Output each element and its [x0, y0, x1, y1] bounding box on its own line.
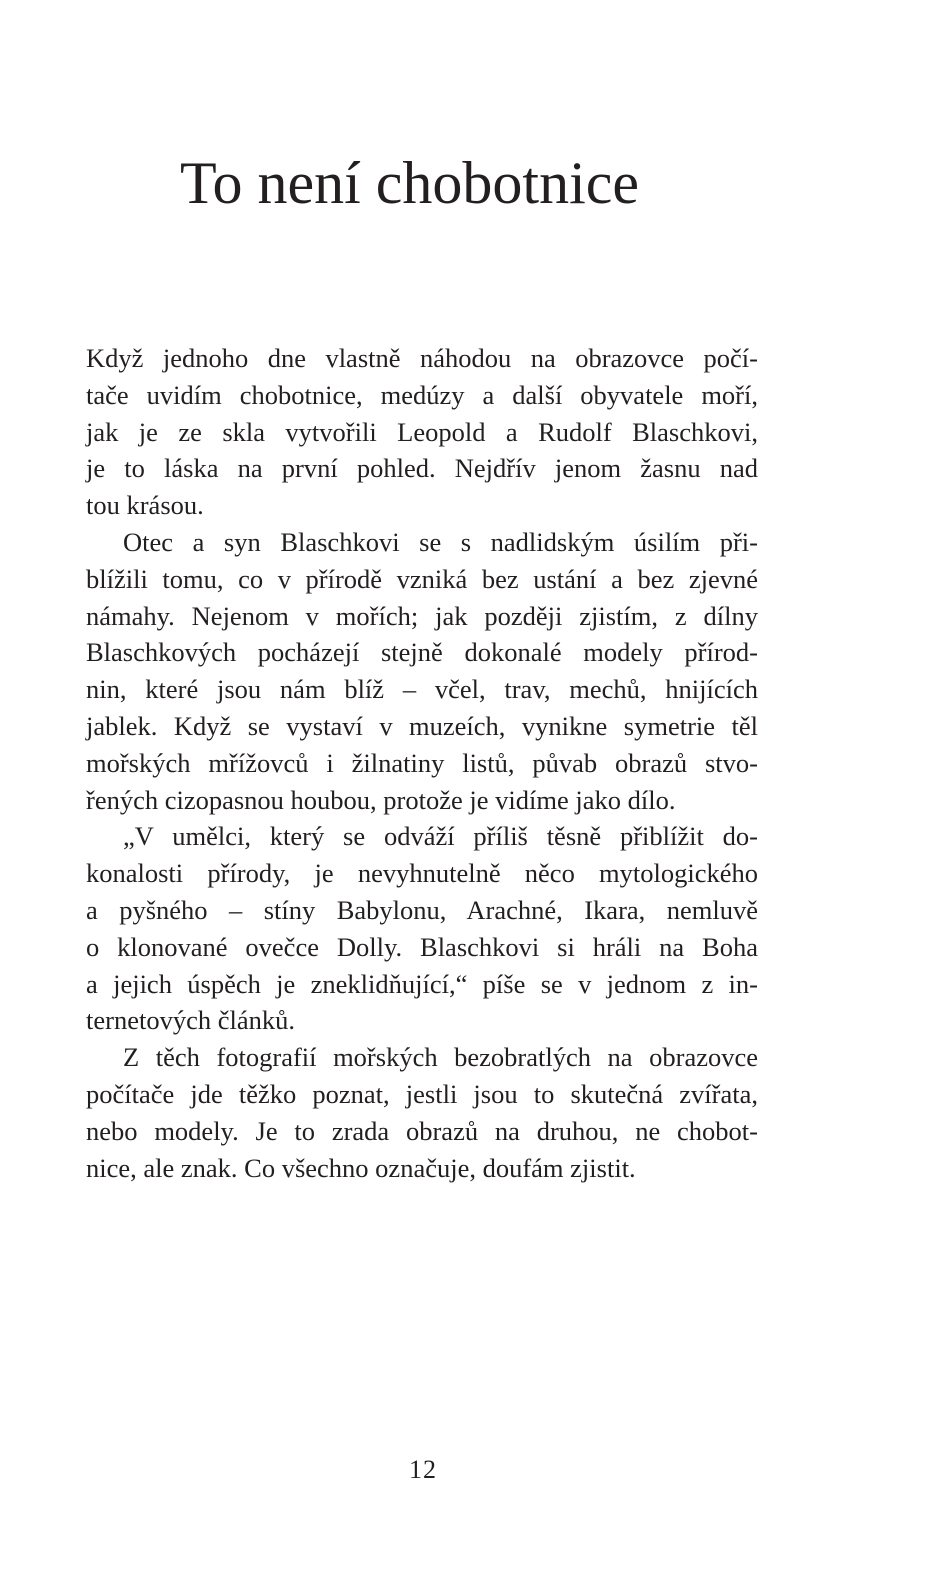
text-line: konalosti přírody, je nevyhnutelně něco mytologického — [86, 858, 758, 889]
paragraph-2 — [86, 524, 758, 818]
text-line: jablek. Když se vystaví v muzeích, vynikne symetrie těl — [86, 710, 758, 741]
text-line: ternetových článků. — [86, 1005, 295, 1036]
text-line: řených cizopasnou houbou, protože je vidíme jako dílo. — [86, 784, 676, 815]
paragraph-4 — [86, 1039, 758, 1186]
page-number: 12 — [409, 1455, 437, 1484]
text-line: nebo modely. Je to zrada obrazů na druhou, ne chobot- — [86, 1115, 758, 1146]
text-line: je to láska na první pohled. Nejdřív jenom žasnu nad — [86, 453, 758, 484]
text-line: počítače jde těžko poznat, jestli jsou to skutečná zvířata, — [86, 1078, 758, 1109]
text-line: o klonované ovečce Dolly. Blaschkovi si hráli na Boha — [86, 931, 758, 962]
body-text — [86, 340, 758, 1186]
paragraph-1 — [86, 340, 758, 524]
text-line: Z těch fotografií mořských bezobratlých na obrazovce — [123, 1042, 758, 1073]
text-line: a pyšného – stíny Babylonu, Arachné, Ikara, nemluvě — [86, 894, 758, 925]
text-line: „V umělci, který se odváží příliš těsně přiblížit do- — [123, 821, 758, 852]
text-line: blížili tomu, co v přírodě vzniká bez ustání a bez zjevné — [86, 563, 758, 594]
text-line: Blaschkových pocházejí stejně dokonalé modely přírod- — [86, 637, 758, 668]
text-line: jak je ze skla vytvořili Leopold a Rudolf Blaschkovi, — [86, 416, 758, 447]
text-line: nice, ale znak. Co všechno označuje, doufám zjistit. — [86, 1152, 636, 1183]
text-line: tače uvidím chobotnice, medúzy a další obyvatele moří, — [86, 379, 758, 410]
text-line: Když jednoho dne vlastně náhodou na obrazovce počí- — [86, 343, 758, 373]
text-line: tou krásou. — [86, 490, 204, 521]
chapter-title: To není chobotnice — [180, 150, 639, 216]
paragraph-3 — [86, 818, 758, 1039]
text-line: námahy. Nejenom v mořích; jak později zjistím, z dílny — [86, 600, 758, 631]
text-line: Otec a syn Blaschkovi se s nadlidským úsilím při- — [123, 526, 758, 557]
text-line: mořských mřížovců i žilnatiny listů, půvab obrazů stvo- — [86, 747, 758, 778]
text-line: nin, které jsou nám blíž – včel, trav, mechů, hnijících — [86, 674, 758, 705]
text-line: a jejich úspěch je zneklidňující,“ píše se v jednom z in- — [86, 968, 758, 999]
